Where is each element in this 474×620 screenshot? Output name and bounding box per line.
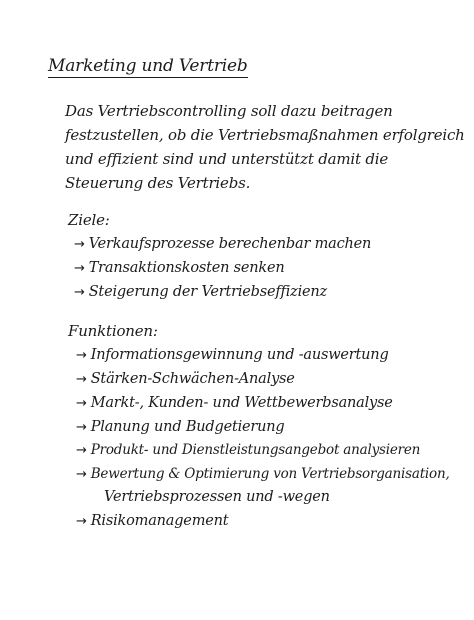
funktionen-item	[76, 468, 450, 482]
funktionen-item	[76, 396, 393, 411]
funktionen-item	[76, 514, 228, 529]
arrow-icon: →	[76, 372, 87, 387]
arrow-icon: →	[76, 467, 87, 482]
ziele-item	[74, 285, 327, 300]
funktionen-item-continuation: Vertriebsprozessen und -wegen	[104, 489, 330, 505]
intro-line-2: festzustellen, ob die Vertriebsmaßnahmen erfolgreich	[65, 126, 465, 144]
page-title: Marketing und Vertrieb	[48, 56, 248, 76]
ziele-item-label: Steigerung der Vertriebseffizienz	[88, 284, 327, 300]
arrow-icon: →	[74, 285, 85, 300]
funktionen-item	[76, 444, 420, 458]
arrow-icon: →	[76, 348, 87, 363]
ziele-item-label: Verkaufsprozesse berechenbar machen	[88, 236, 372, 252]
funktionen-item-label: Planung und Budgetierung	[90, 419, 285, 435]
intro-line-3: und effizient sind und unterstützt damit die	[65, 150, 389, 168]
ziele-heading: Ziele:	[68, 211, 110, 229]
arrow-icon: →	[74, 261, 85, 276]
ziele-item	[74, 261, 285, 276]
arrow-icon: →	[74, 237, 85, 252]
intro-line-1: Das Vertriebscontrolling soll dazu beitragen	[65, 102, 393, 120]
funktionen-item-label: Risikomanagement	[90, 513, 229, 529]
intro-line-4: Steuerung des Vertriebs.	[65, 174, 251, 192]
funktionen-item-label: Bewertung & Optimierung von Vertriebsorganisation,	[90, 466, 450, 482]
arrow-icon: →	[76, 514, 87, 529]
ziele-item	[74, 237, 371, 252]
funktionen-item	[76, 372, 295, 387]
funktionen-item-label: Stärken-Schwächen-Analyse	[90, 371, 295, 387]
funktionen-item	[76, 420, 285, 435]
funktionen-item-label: Produkt- und Dienstleistungsangebot analysieren	[90, 442, 421, 458]
funktionen-item-label: Informationsgewinnung und -auswertung	[90, 347, 389, 363]
funktionen-item-label: Markt-, Kunden- und Wettbewerbsanalyse	[90, 395, 393, 411]
arrow-icon: →	[76, 420, 87, 435]
ziele-item-label: Transaktionskosten senken	[88, 260, 285, 276]
arrow-icon: →	[76, 443, 87, 458]
arrow-icon: →	[76, 396, 87, 411]
funktionen-heading: Funktionen:	[68, 322, 158, 340]
funktionen-item	[76, 348, 389, 363]
